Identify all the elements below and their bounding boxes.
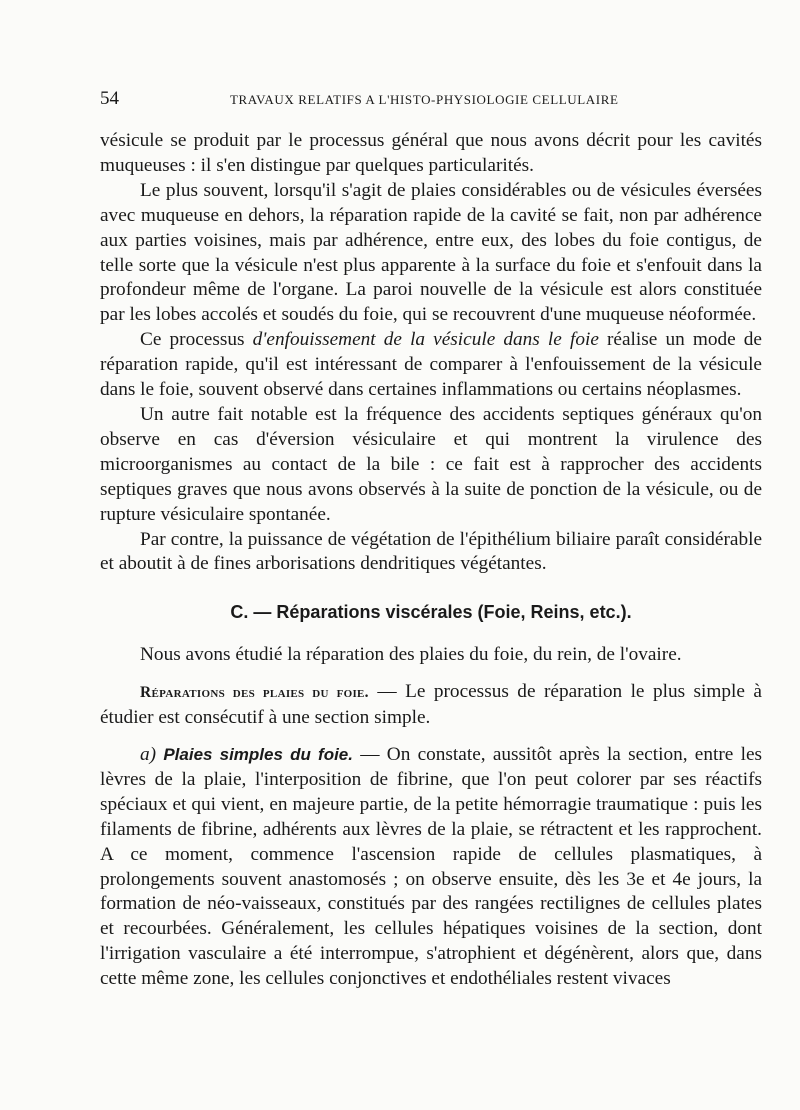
- page-header: [100, 86, 765, 112]
- paragraph-4: Un autre fait notable est la fréquence des accidents septiques généraux qu'on observe en cas d'éversion vésiculaire et qui montrent la virulence des microorganismes au contact de la bile : ce fait est à rapprocher des accidents septiques graves que nous avons observés à la suite de ponction de la vésicule, ou de rupture vésiculaire spontanée.: [100, 403, 762, 525]
- paragraph-2: Le plus souvent, lorsqu'il s'agit de plaies considérables ou de vésicules éversées avec muqueuse en dehors, la réparation rapide de la cavité se fait, non par adhérence aux parties voisines, mais par adhérence, entre eux, des lobes du foie contigus, de telle sorte que la vésicule n'est plus apparente à la surface du foie et s'enfouit dans la profondeur même de l'organe. La paroi nouvelle de la vésicule est alors constituée par les lobes accolés et soudés du foie, qui se recouvrent d'une muqueuse néoformée.: [100, 179, 762, 326]
- subheading-liver-wounds: Réparations des plaies du foie.: [140, 684, 369, 702]
- section-heading: C. — Réparations viscérales (Foie, Reins, etc.).: [230, 602, 632, 623]
- paragraph-3-italic: d'enfouissement de la vésicule dans le foie: [252, 329, 599, 351]
- paragraph-3: [100, 328, 762, 403]
- paragraph-8-prefix: a): [140, 744, 164, 766]
- body-text: [100, 129, 762, 992]
- subheading-simple-wounds: Plaies simples du foie.: [163, 745, 353, 765]
- paragraph-1: vésicule se produit par le processus général que nous avons décrit pour les cavités muqueuses : il s'en distingue par quelques particularités.: [100, 130, 762, 176]
- paragraph-6: Nous avons étudié la réparation des plaies du foie, du rein, de l'ovaire.: [140, 644, 682, 666]
- paragraph-7-text: — Le processus de réparation le plus simple à étudier est consécutif à une section simple.: [100, 681, 762, 729]
- paragraph-3-end: réalise un mode de réparation rapide, qu'il est intéressant de comparer à l'enfouissement de la vésicule dans le foie, souvent observé dans certaines inflammations ou certains néoplasmes.: [100, 329, 762, 401]
- page-number: 54: [100, 88, 119, 109]
- paragraph-5: Par contre, la puissance de végétation de l'épithélium biliaire paraît considérable et aboutit à de fines arborisations dendritiques végétantes.: [100, 528, 762, 575]
- paragraph-3-start: Ce processus: [140, 329, 253, 351]
- paragraph-8-text: — On constate, aussitôt après la section, entre les lèvres de la plaie, l'interposition de fibrine, que l'on peut colorer par ses réactifs spéciaux et qui vient, en majeure partie, de la petite hémorragie traumatique : puis les filaments de fibrine, adhérents aux lèvres de la plaie, se rétractent et les rapprochent. A ce moment, commence l'ascension rapide de cellules plasmatiques, à prolongements souvent anastomosés ; on observe ensuite, dès les 3e et 4e jours, la formation de néo-vaisseaux, constitués par des rangées rectilignes de cellules plates et recourbées. Généralement, les cellules hépatiques voisines de la section, dont l'irrigation vasculaire a été interrompue, s'atrophient et dégénèrent, alors que, dans cette même zone, les cellules conjonctives et endothéliales restent vivaces: [100, 744, 763, 990]
- paragraph-8: [100, 743, 762, 992]
- running-title: TRAVAUX RELATIFS A L'HISTO-PHYSIOLOGIE CELLULAIRE: [230, 92, 619, 107]
- paragraph-7: [100, 680, 762, 731]
